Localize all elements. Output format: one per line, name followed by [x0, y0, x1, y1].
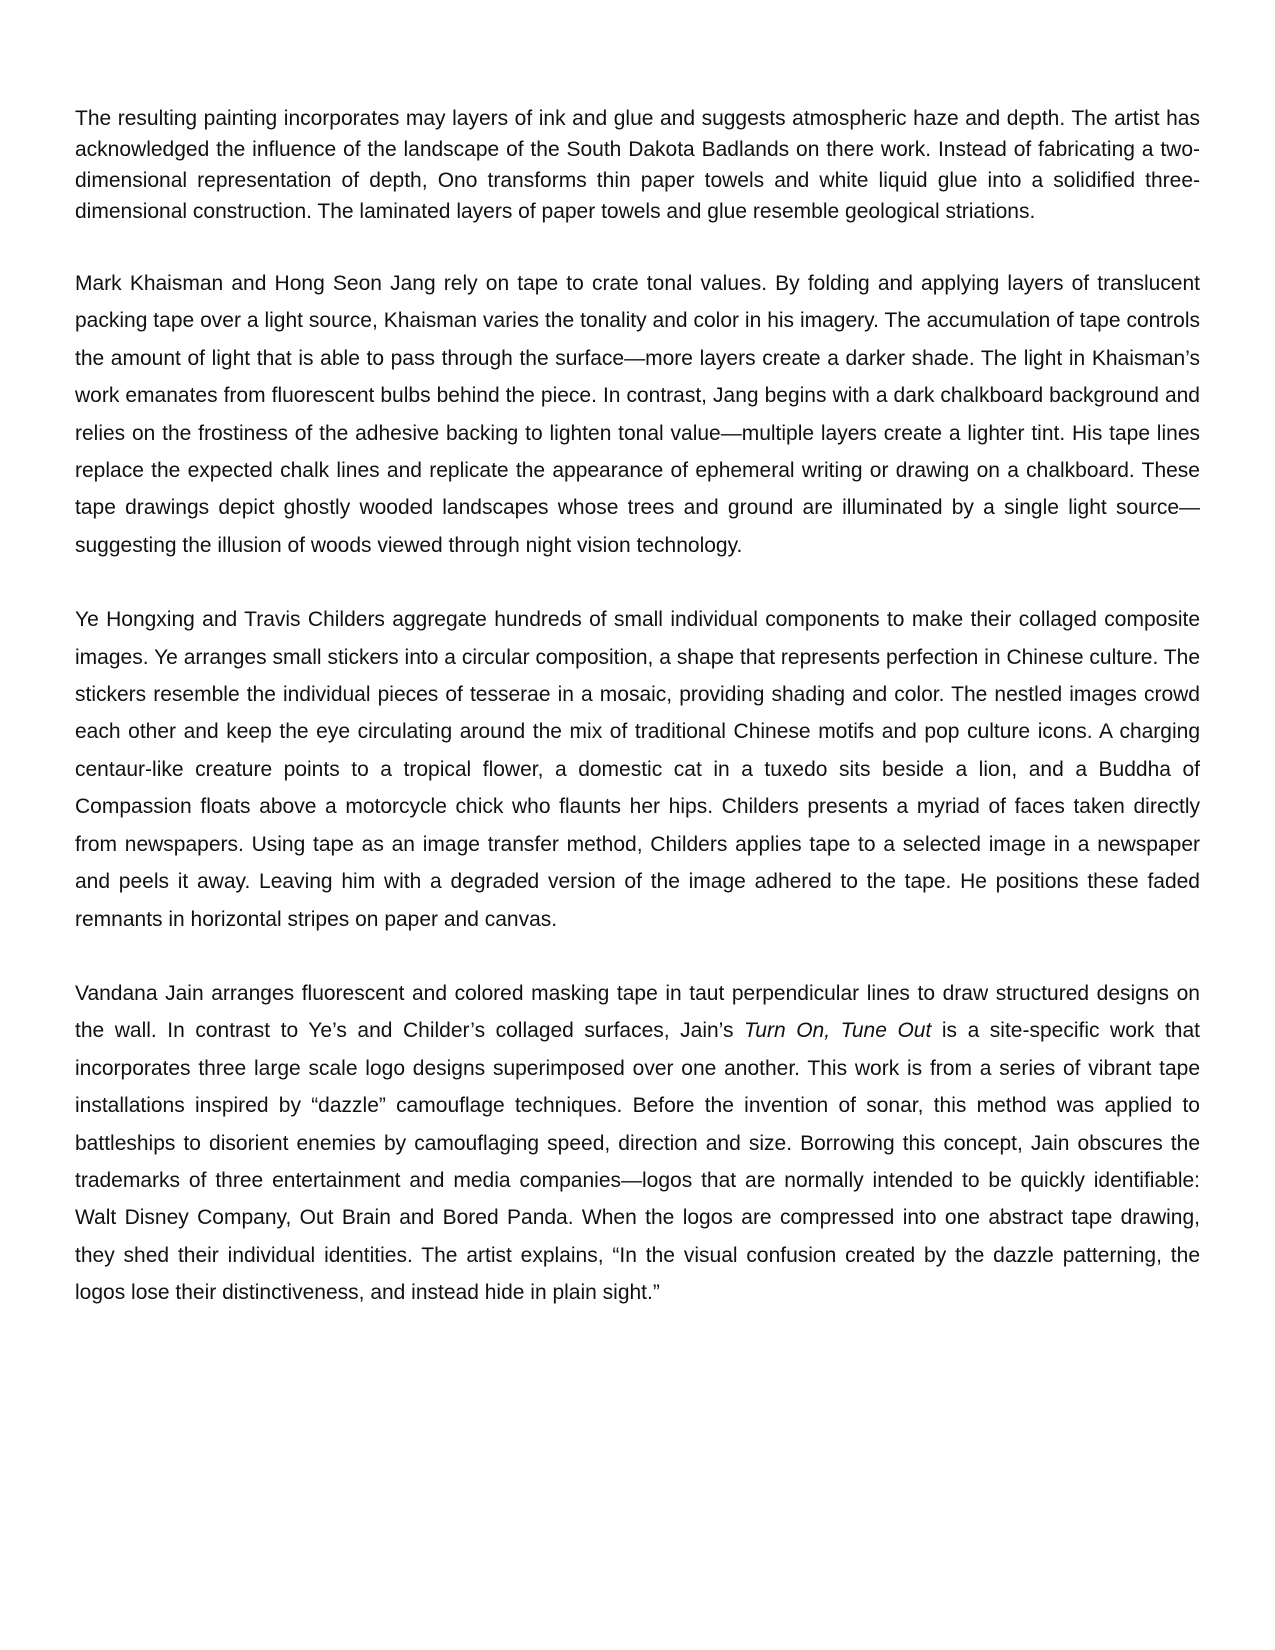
paragraph-jain-rest: is a site-specific work that incorporates three large scale logo designs superimposed over one another. This work is from a series of vibrant tape installations inspired by “dazzle” camouflage techniques. Before the invention of sonar, this method was applied to battleships to disorient enemies by camouflaging speed, direction and size. Borrowing this concept, Jain obscures the trademarks of three entertainment and media companies—logos that are normally intended to be quickly identifiable: Walt Disney Company, Out Brain and Bored Panda. When the logos are compressed into one abstract tape drawing, they shed their individual identities. The artist explains, “In the visual confusion created by the dazzle patterning, the logos lose their distinctiveness, and instead hide in plain sight.”	[75, 1019, 1200, 1305]
paragraph-ye-childers: Ye Hongxing and Travis Childers aggregate hundreds of small individual components to make their collaged composite images. Ye arranges small stickers into a circular composition, a shape that represents perfection in Chinese culture. The stickers resemble the individual pieces of tesserae in a mosaic, providing shading and color. The nestled images crowd each other and keep the eye circulating around the mix of traditional Chinese motifs and pop culture icons. A charging centaur-like creature points to a tropical flower, a domestic cat in a tuxedo sits beside a lion, and a Buddha of Compassion floats above a motorcycle chick who flaunts her hips. Childers presents a myriad of faces taken directly from newspapers. Using tape as an image transfer method, Childers applies tape to a selected image in a newspaper and peels it away. Leaving him with a degraded version of the image adhered to the tape. He positions these faded remnants in horizontal stripes on paper and canvas.	[75, 608, 1200, 931]
paragraph-jain	[75, 975, 1200, 1312]
artwork-title: Turn On, Tune Out	[744, 1019, 932, 1043]
paragraph-ono: The resulting painting incorporates may layers of ink and glue and suggests atmospheric haze and depth. The artist has acknowledged the influence of the landscape of the South Dakota Badlands on there work. Instead of fabricating a two-dimensional representation of depth, Ono transforms thin paper towels and white liquid glue into a solidified three-dimensional construction. The laminated layers of paper towels and glue resemble geological striations.	[75, 107, 1200, 223]
paragraph-jain-intro: Vandana Jain arranges fluorescent and colored masking tape in taut perpendicular lines to draw structured designs on the wall. In contrast to Ye’s and Childer’s collaged surfaces, Jain’s	[75, 981, 1200, 1043]
paragraph-khaisman-jang: Mark Khaisman and Hong Seon Jang rely on tape to crate tonal values. By folding and applying layers of translucent packing tape over a light source, Khaisman varies the tonality and color in his imagery. The accumulation of tape controls the amount of light that is able to pass through the surface—more layers create a darker shade. The light in Khaisman’s work emanates from fluorescent bulbs behind the piece. In contrast, Jang begins with a dark chalkboard background and relies on the frostiness of the adhesive backing to lighten tonal value—multiple layers create a lighter tint. His tape lines replace the expected chalk lines and replicate the appearance of ephemeral writing or drawing on a chalkboard. These tape drawings depict ghostly wooded landscapes whose trees and ground are illuminated by a single light source—suggesting the illusion of woods viewed through night vision technology.	[75, 272, 1200, 557]
document-body	[75, 103, 1200, 1312]
